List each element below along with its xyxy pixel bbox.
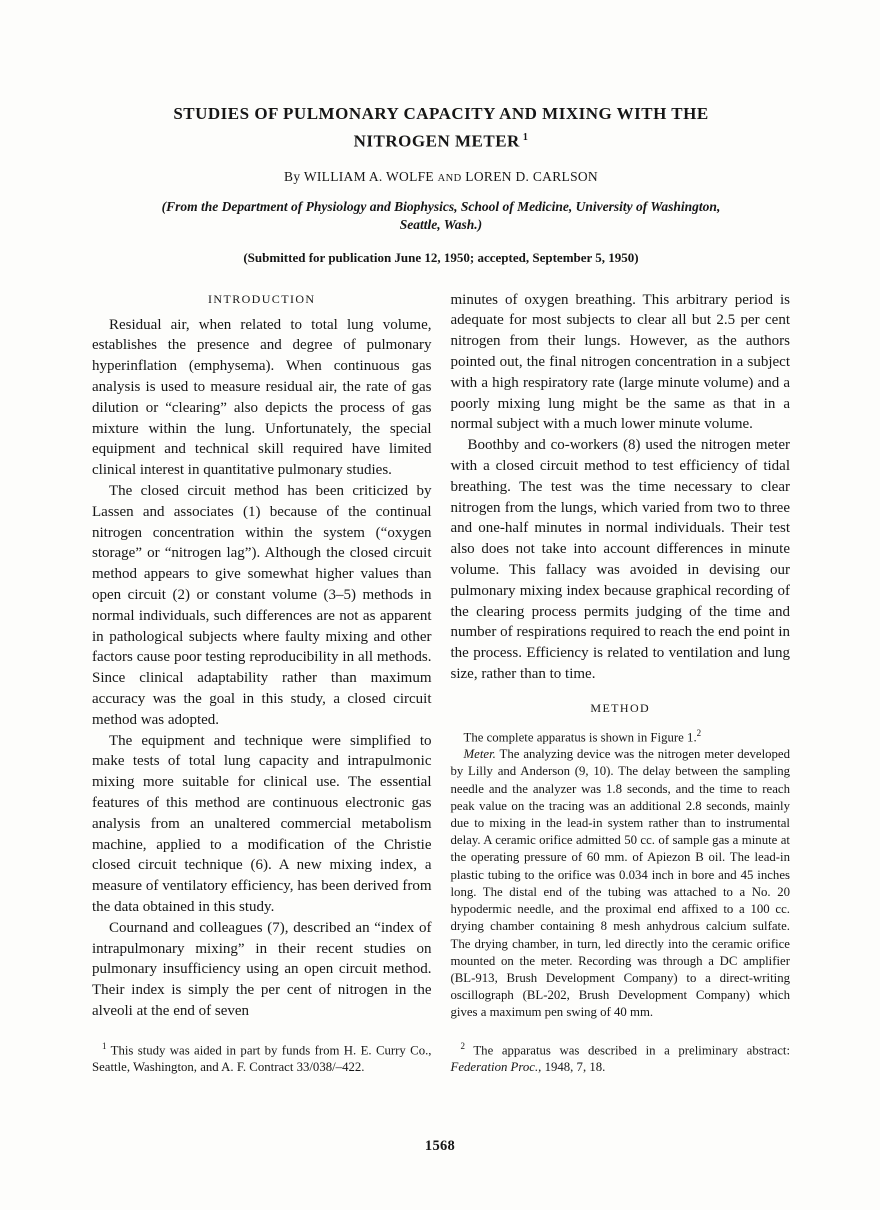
author-2: LOREN D. CARLSON xyxy=(465,168,598,184)
footnote-1-text xyxy=(92,1038,432,1076)
column-left xyxy=(92,290,432,1076)
author-1: WILLIAM A. WOLFE xyxy=(303,168,434,184)
footnote-2-before: The apparatus was described in a preliminary abstract: xyxy=(473,1043,790,1058)
footnote-1 xyxy=(92,1022,432,1076)
meter-lead-in: Meter. xyxy=(463,747,496,762)
paragraph-intro-1: Residual air, when related to total lung volume, establishes the presence and degree of pulmonary hyperinflation (emphysema). When continuous gas analysis is used to measure residual air, the rate of gas dilution or “clearing” also depicts the process of gas mixture within the lung. Unfortunately, the special equipment and technical skill required have limited clinical interest in quantitative pulmonary studies. xyxy=(92,316,432,479)
byline xyxy=(92,169,790,185)
footnote-2-journal: Federation Proc., xyxy=(450,1060,542,1075)
paragraph-intro-2: The closed circuit method has been criticized by Lassen and associates (1) because of the continual nitrogen concentration within the system (“oxygen storage” or “nitrogen lag”). Although the closed circuit method appears to give somewhat higher values than open circuit (2) or constant volume (3–5) methods in normal individuals, such differences are not as apparent in pathological subjects where faulty mixing and other factors cause poor testing reproducibility in all methods. Since clinical adaptability rather than maximum accuracy was the goal in this study, a closed circuit method was adopted. xyxy=(92,483,432,728)
two-column-body xyxy=(92,290,790,1076)
paragraph-method-intro xyxy=(451,725,791,746)
footnote-2 xyxy=(451,1030,791,1076)
method-intro-text: The complete apparatus is shown in Figure 1. xyxy=(463,730,697,745)
footnote-1-mark: 1 xyxy=(102,1040,107,1051)
paragraph-intro-4: Cournand and colleagues (7), described an “index of intrapulmonary mixing” in their recent studies on pulmonary insufficiency using an open circuit method. Their index is simply the per cent of nitrogen in the alveoli at the end of seven xyxy=(92,919,432,1019)
byline-and: AND xyxy=(437,172,462,184)
title-footnote-mark: 1 xyxy=(522,132,529,143)
footnote-2-text xyxy=(451,1038,791,1076)
byline-by: By xyxy=(284,168,301,184)
paragraph-intro-3: The equipment and technique were simplified to make tests of total lung capacity and intrapulmonic mixing more suitable for clinical use. The essential features of this method are continuous electronic gas analysis from an unaltered commercial metabolism machine, applied to a modification of the Christie closed circuit technique (6). A new mixing index, a measure of ventilatory efficiency, has been derived from the data obtained in this study. xyxy=(92,732,432,915)
paragraph-meter xyxy=(451,746,791,1021)
meter-body: The analyzing device was the nitrogen meter developed by Lilly and Anderson (9, 10). The delay between the sampling needle and the analyzer was 1.8 seconds, and the time to reach peak value on the tracing was an additional 2.8 seconds, mainly due to mixing in the lead-in system rather than to instrumental delay. A ceramic orifice admitted 50 cc. of sample gas a minute at the operating pressure of 60 mm. of Apiezon B oil. The lead-in plastic tubing to the orifice was 0.034 inch in bore and 45 inches long. The distal end of the tubing was attached to a No. 20 hypodermic needle, and the proximal end affixed to a 100 cc. drying chamber containing 8 mesh anhydrous calcium sulfate. The drying chamber, in turn, led directly into the ceramic orifice mounted on the meter. Recording was through a DC amplifier (BL-913, Brush Development Company) to a direct-writing oscillograph (BL-202, Brush Development Company) which gives a maximum pen swing of 40 mm. xyxy=(450,747,790,1020)
section-heading-introduction: INTRODUCTION xyxy=(208,291,316,306)
section-heading-method: METHOD xyxy=(590,700,651,715)
paragraph-continuation: minutes of oxygen breathing. This arbitrary period is adequate for most subjects to clear all but 2.5 per cent nitrogen from their lungs. However, as the authors pointed out, the final nitrogen concentration in a subject with a high respiratory rate (large minute volume) and a poorly mixing lung might be the same as that in a normal subject with a much lower minute volume. xyxy=(450,291,790,433)
title-line-1: STUDIES OF PULMONARY CAPACITY AND MIXING WITH THE xyxy=(173,104,709,123)
footnote-1-body: This study was aided in part by funds from H. E. Curry Co., Seattle, Washington, and A. F. Contract 33/038/–422. xyxy=(92,1043,432,1075)
page-number: 1568 xyxy=(424,1138,456,1154)
submission-note: (Submitted for publication June 12, 1950; accepted, September 5, 1950) xyxy=(243,249,639,265)
column-right xyxy=(451,290,791,1076)
footnote-2-after: 1948, 7, 18. xyxy=(544,1060,606,1075)
footnote-2-mark: 2 xyxy=(460,1040,465,1051)
front-matter xyxy=(92,102,790,266)
article-title xyxy=(92,102,790,154)
paragraph-boothby: Boothby and co-workers (8) used the nitrogen meter with a closed circuit method to test efficiency of tidal breathing. The test was the time necessary to clear nitrogen from the lungs, which varied from two to three and one-half minutes in normal individuals. Their test also does not take into account differences in minute volume. This fallacy was avoided in devising our pulmonary mixing index because graphical recording of the clearing process permits judging of the time and number of respirations required to reach the end point in the process. Efficiency is related to ventilation and lung size, rather than to time. xyxy=(450,437,790,682)
affiliation: (From the Department of Physiology and Biophysics, School of Medicine, University of Washington, Seattle, Wash.) xyxy=(161,198,721,232)
title-line-2: NITROGEN METER xyxy=(353,131,520,151)
method-footnote-mark: 2 xyxy=(696,727,702,738)
